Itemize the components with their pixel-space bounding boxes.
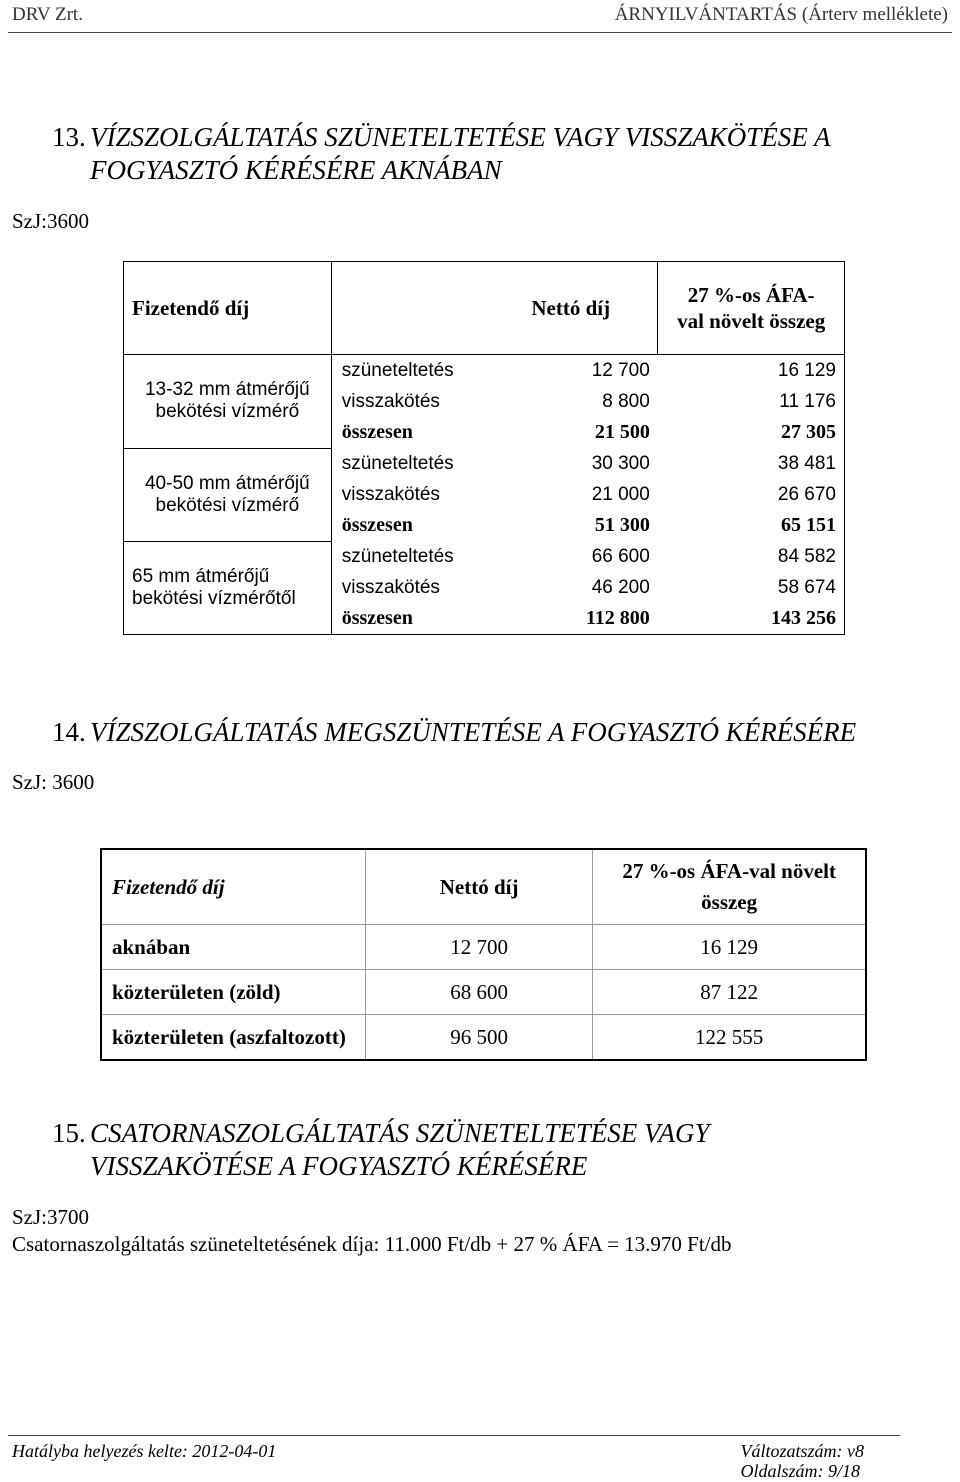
row-net: 66 600 (591, 545, 650, 567)
row-gross: 26 670 (658, 479, 845, 510)
table-row (101, 925, 866, 970)
row-gross: 87 122 (593, 970, 866, 1015)
section-13-title (52, 121, 831, 187)
section-13-fee-table (123, 261, 845, 635)
table-row (124, 355, 845, 387)
header-company: DRV Zrt. (12, 4, 83, 25)
row-label: közterületen (zöld) (101, 970, 365, 1015)
row-gross: 122 555 (593, 1015, 866, 1061)
header-divider (8, 32, 952, 33)
row-net: 46 200 (591, 576, 650, 598)
section-13-title-line2: FOGYASZTÓ KÉRÉSÉRE AKNÁBAN (90, 155, 502, 185)
row-label: visszakötés (341, 483, 440, 505)
group-label-line2: bekötési vízmérő (155, 401, 300, 423)
group-label-line2: bekötési vízmérő (155, 494, 300, 516)
section-15-szj: SzJ:3700 (12, 1205, 90, 1229)
row-label: szüneteltetés (341, 452, 454, 474)
fee-table-header-row (124, 262, 845, 355)
section-15-title (52, 1117, 710, 1183)
header-gross-fee (658, 262, 845, 355)
row-gross: 27 305 (658, 417, 845, 448)
header-spacer (331, 262, 484, 355)
row-label: összesen (341, 514, 413, 536)
header-document-title: ÁRNYILVÁNTARTÁS (Árterv melléklete) (614, 4, 948, 25)
row-label: visszakötés (341, 390, 440, 412)
section-15-title-line2: VISSZAKÖTÉSE A FOGYASZTÓ KÉRÉSÉRE (90, 1151, 588, 1181)
header-gross-fee (593, 849, 866, 925)
row-gross: 38 481 (658, 448, 845, 479)
row-gross: 16 129 (658, 355, 845, 387)
row-net: 21 000 (591, 483, 650, 505)
section-13-szj: SzJ:3600 (12, 209, 90, 233)
section-13-title-line1: VÍZSZOLGÁLTATÁS SZÜNETELTETÉSE VAGY VISSZAKÖTÉSE A (90, 122, 831, 152)
table-row (101, 1015, 866, 1061)
header-net-fee: Nettó díj (365, 849, 592, 925)
row-label: aknában (101, 925, 365, 970)
header-fee: Fizetendő díj (124, 262, 332, 355)
row-net: 12 700 (365, 925, 592, 970)
row-label: visszakötés (341, 576, 440, 598)
row-gross: 11 176 (658, 386, 845, 417)
row-label: közterületen (aszfaltozott) (101, 1015, 365, 1061)
row-gross: 143 256 (658, 603, 845, 635)
group-label-line2: bekötési vízmérőtől (132, 587, 296, 609)
group-label-13-32 (124, 355, 332, 449)
group-label-line1: 13-32 mm átmérőjű (144, 379, 310, 401)
footer-page-number: Oldalszám: 9/18 (740, 1461, 860, 1481)
footer-divider (8, 1435, 900, 1436)
row-net: 96 500 (365, 1015, 592, 1061)
row-net: 21 500 (594, 421, 650, 443)
section-15-number: 15. (52, 1118, 86, 1148)
section-13-number: 13. (52, 122, 86, 152)
section-14-title-text: VÍZSZOLGÁLTATÁS MEGSZÜNTETÉSE A FOGYASZTÓ KÉRÉSÉRE (90, 717, 857, 747)
header-gross-line1: 27 %-os ÁFA- (687, 283, 815, 307)
header-gross-line2: összeg (701, 890, 758, 914)
row-gross: 58 674 (658, 572, 845, 603)
group-label-40-50 (124, 448, 332, 541)
section-14-number: 14. (52, 717, 86, 747)
row-label: összesen (341, 421, 413, 443)
footer-version: Változatszám: v8 (740, 1441, 864, 1461)
header-gross-line2: val növelt összeg (677, 309, 826, 333)
footer-effective-date: Hatályba helyezés kelte: 2012-04-01 (12, 1441, 277, 1461)
table-row (124, 541, 845, 572)
row-net: 68 600 (365, 970, 592, 1015)
row-gross: 84 582 (658, 541, 845, 572)
row-gross: 16 129 (593, 925, 866, 970)
section-15-title-line1: CSATORNASZOLGÁLTATÁS SZÜNETELTETÉSE VAGY (90, 1118, 710, 1148)
section-14-szj: SzJ: 3600 (12, 770, 95, 794)
header-fee: Fizetendő díj (112, 874, 225, 899)
row-net: 30 300 (591, 452, 650, 474)
header-gross-line1: 27 %-os ÁFA-val növelt (622, 859, 836, 883)
row-label: szüneteltetés (341, 545, 454, 567)
section-15-fee-text: Csatornaszolgáltatás szüneteltetésének díja: 11.000 Ft/db + 27 % ÁFA = 13.970 Ft/db (12, 1232, 732, 1256)
group-label-line1: 40-50 mm átmérőjű (144, 472, 310, 494)
fee-table-header-row (101, 849, 866, 925)
row-net: 8 800 (602, 390, 650, 412)
header-net-fee: Nettó díj (484, 262, 658, 355)
section-14-title (52, 716, 856, 749)
row-net: 12 700 (591, 359, 650, 381)
row-label: szüneteltetés (341, 359, 454, 381)
section-14-fee-table (100, 848, 867, 1061)
row-net: 51 300 (594, 514, 650, 536)
row-gross: 65 151 (658, 510, 845, 541)
table-row (101, 970, 866, 1015)
row-label: összesen (331, 603, 484, 635)
table-row (124, 448, 845, 479)
group-label-65 (124, 541, 332, 635)
group-label-line1: 65 mm átmérőjű (132, 565, 270, 587)
row-net: 112 800 (484, 603, 658, 635)
